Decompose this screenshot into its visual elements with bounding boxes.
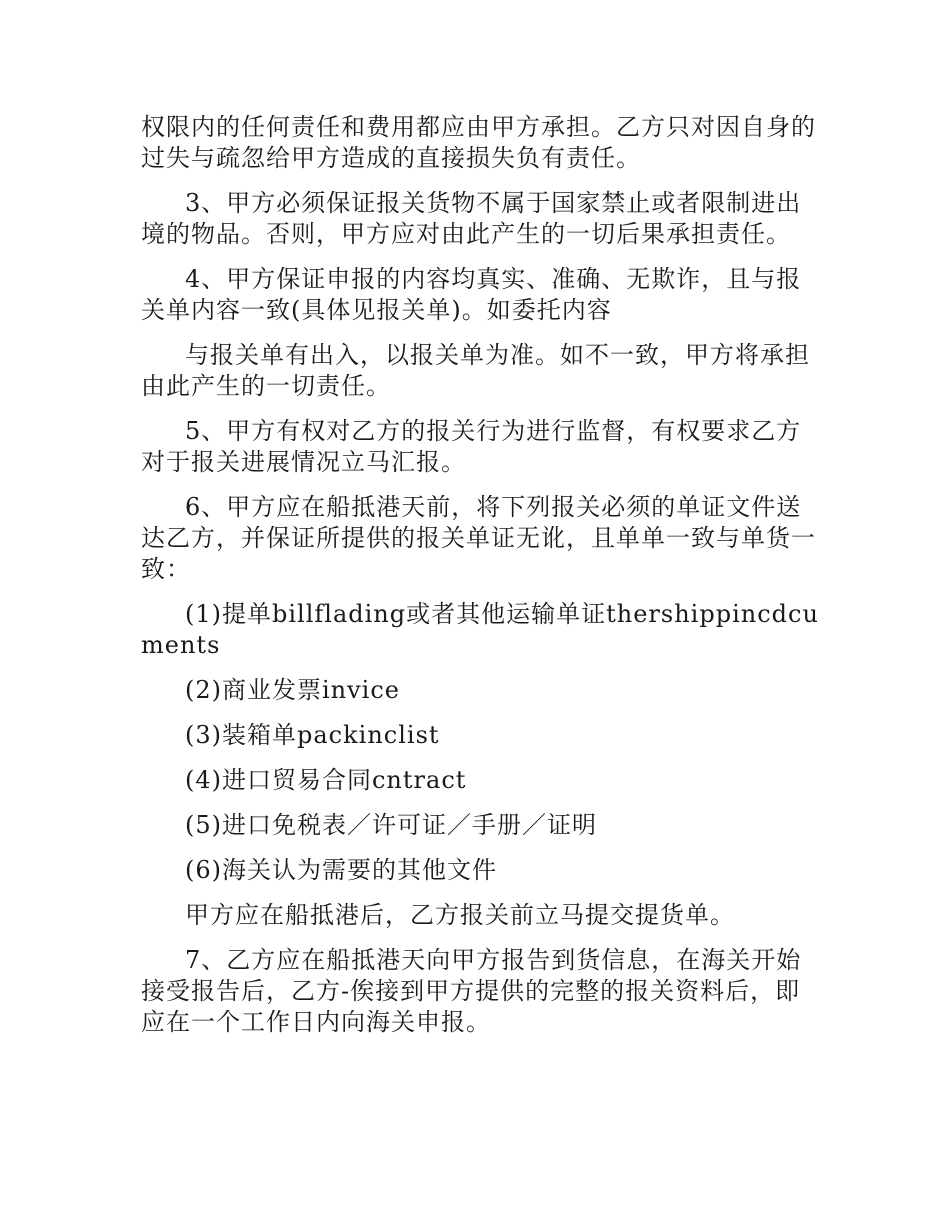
paragraph-clause-6: 6、甲方应在船抵港天前，将下列报关必须的单证文件送达乙方，并保证所提供的报关单证无讹，且单单一致与单货一致： xyxy=(141,493,816,583)
list-item-packing-list: (3)装箱单packinclist xyxy=(185,721,440,749)
paragraph-clause-4: 4、甲方保证申报的内容均真实、准确、无欺诈，且与报关单内容一致(具体见报关单)。如委托内容 xyxy=(141,265,802,324)
paragraph-clause-7: 7、乙方应在船抵港天向甲方报告到货信息，在海关开始接受报告后，乙方-俟接到甲方提供的完整的报关资料后，即应在一个工作日内向海关申报。 xyxy=(141,946,802,1036)
document-body xyxy=(141,112,821,1052)
list-item-commercial-invoice: (2)商业发票invice xyxy=(185,676,401,704)
list-item-other-documents: (6)海关认为需要的其他文件 xyxy=(185,856,497,884)
list-item-import-contract: (4)进口贸易合同cntract xyxy=(185,766,467,794)
list-item-bill-of-lading: (1)提单billflading或者其他运输单证thershippincdcuments xyxy=(141,600,819,659)
paragraph-liability-continued: 权限内的任何责任和费用都应由甲方承担。乙方只对因自身的过失与疏忽给甲方造成的直接损失负有责任。 xyxy=(141,113,816,172)
list-item-duty-free-form: (5)进口免税表／许可证／手册／证明 xyxy=(185,811,597,839)
paragraph-delivery-order: 甲方应在船抵港后，乙方报关前立马提交提货单。 xyxy=(185,901,735,929)
paragraph-clause-5: 5、甲方有权对乙方的报关行为进行监督，有权要求乙方对于报关进展情况立马汇报。 xyxy=(141,417,802,476)
paragraph-clause-4-continued: 与报关单有出入，以报关单为准。如不一致，甲方将承担由此产生的一切责任。 xyxy=(141,341,810,400)
paragraph-clause-3: 3、甲方必须保证报关货物不属于国家禁止或者限制进出境的物品。否则，甲方应对由此产生的一切后果承担责任。 xyxy=(141,189,802,248)
